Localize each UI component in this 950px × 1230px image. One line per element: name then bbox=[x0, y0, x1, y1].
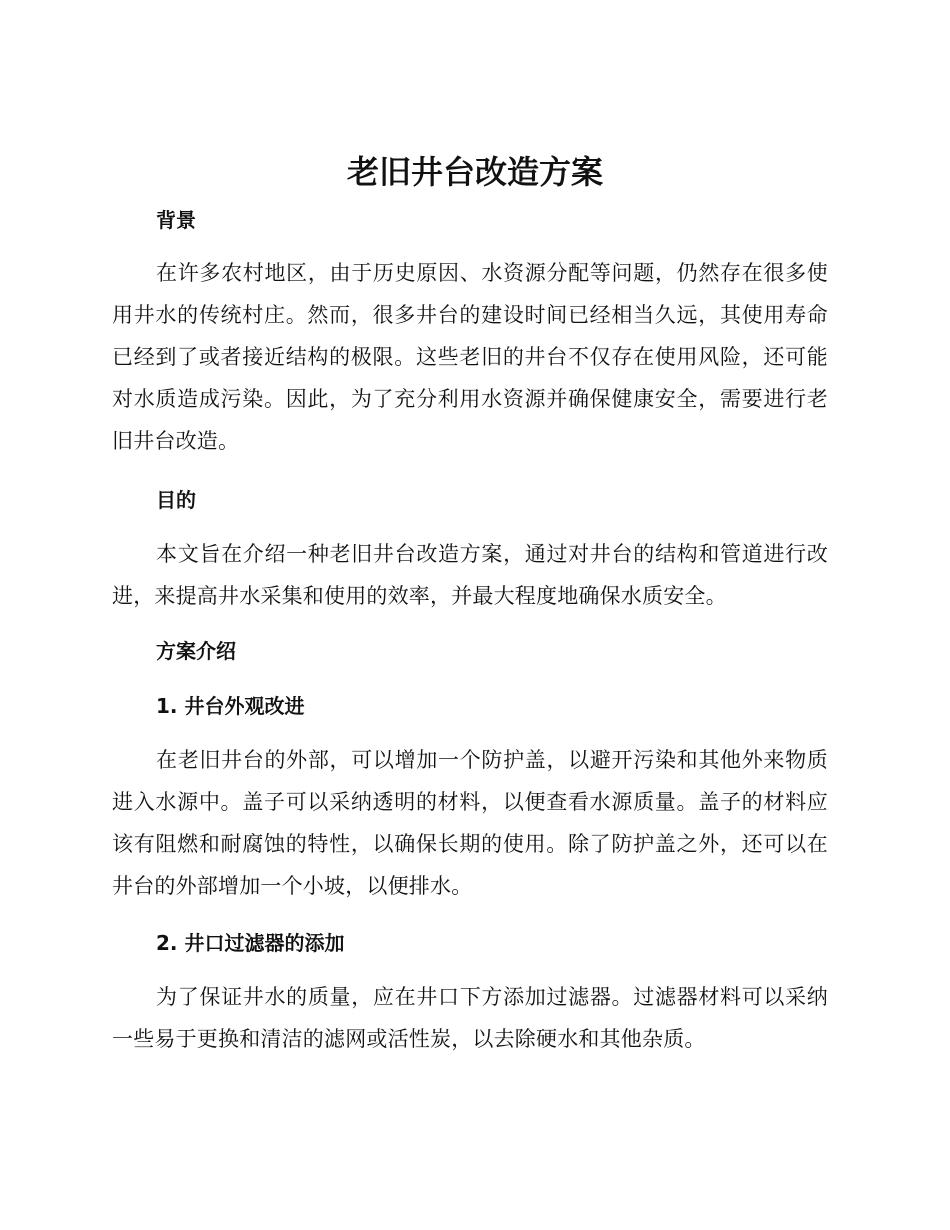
section-paragraph-filter: 为了保证井水的质量，应在井口下方添加过滤器。过滤器材料可以采纳一些易于更换和清洁的滤网或活性炭，以去除硬水和其他杂质。 bbox=[112, 985, 828, 1051]
section-heading-plan-intro: 方案介绍 bbox=[156, 639, 236, 663]
section-heading-filter: 2. 井口过滤器的添加 bbox=[156, 931, 345, 955]
section-paragraph-background: 在许多农村地区，由于历史原因、水资源分配等问题，仍然存在很多使用井水的传统村庄。然而，很多井台的建设时间已经相当久远，其使用寿命已经到了或者接近结构的极限。这些老旧的井台不仅存在使用风险，还可能对水质造成污染。因此，为了充分利用水资源并确保健康安全，需要进行老旧井台改造。 bbox=[112, 261, 828, 453]
section-heading-purpose: 目的 bbox=[156, 488, 196, 512]
section-paragraph-purpose: 本文旨在介绍一种老旧井台改造方案，通过对井台的结构和管道进行改进，来提高井水采集和使用的效率，并最大程度地确保水质安全。 bbox=[112, 542, 828, 608]
section-heading-appearance: 1. 井台外观改进 bbox=[156, 694, 305, 718]
section-heading-background: 背景 bbox=[156, 208, 196, 232]
document-title: 老旧井台改造方案 bbox=[346, 153, 603, 191]
section-paragraph-appearance: 在老旧井台的外部，可以增加一个防护盖，以避开污染和其他外来物质进入水源中。盖子可以采纳透明的材料，以便查看水源质量。盖子的材料应该有阻燃和耐腐蚀的特性，以确保长期的使用。除了防护盖之外，还可以在井台的外部增加一个小坡，以便排水。 bbox=[112, 748, 828, 898]
